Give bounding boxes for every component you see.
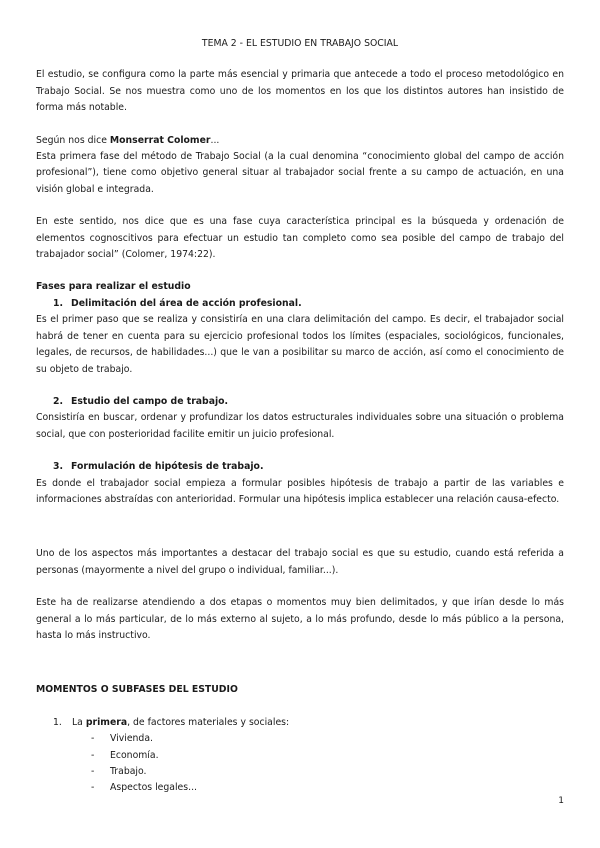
- list-item-label: Trabajo.: [110, 766, 147, 777]
- moments-item-1: [36, 715, 564, 731]
- phase-3: [36, 459, 564, 508]
- dash-bullet: -: [91, 782, 95, 794]
- phase-2: [36, 394, 564, 443]
- list-item: [91, 764, 564, 780]
- moments-bold: primera: [85, 716, 128, 728]
- document-page: [36, 36, 564, 797]
- page-number: 1: [558, 796, 564, 806]
- sense-paragraph: En este sentido, nos dice que es una fase cuya característica principal es la búsqueda y ordenación de elementos cognoscitivos para efectuar un estudio tan completo como sea posible del campo de trabajo del trabajador social” (Colomer, 1974:22).: [36, 216, 564, 261]
- phase-1-text: Es el primer paso que se realiza y consistiría en una clara delimitación del campo. Es decir, el trabajador social habrá de tener en cuenta para su ejercicio profesional todos los límites (espaciales, sociológicos, funcionales, legales, de recursos, de habilidades...) que le van a posibilitar su marco de acción, así como el conocimiento de su objeto de trabajo.: [36, 314, 564, 375]
- phase-3-number: 3.: [53, 461, 64, 473]
- phase-3-text: Es donde el trabajador social empieza a formular posibles hipótesis de trabajo a partir de las variables e informaciones abstraídas con anterioridad. Formular una hipótesis implica establecer una relación causa-efecto.: [36, 477, 564, 505]
- moments-title: MOMENTOS O SUBFASES DEL ESTUDIO: [36, 684, 238, 696]
- phase-1: [36, 296, 564, 378]
- phase-1-number: 1.: [53, 297, 64, 309]
- colomer-ellipsis: ...: [210, 134, 220, 146]
- list-item: [91, 748, 564, 764]
- phase-2-number: 2.: [53, 395, 64, 407]
- intro-paragraph: El estudio, se configura como la parte más esencial y primaria que antecede a todo el proceso metodológico en Trabajo Social. Se nos muestra como uno de los momentos en los que los distintos autores han insistido de forma más notable.: [36, 69, 564, 114]
- colomer-name: Monserrat Colomer: [109, 134, 211, 146]
- dash-bullet: -: [91, 766, 95, 777]
- list-item-label: Vivienda.: [110, 733, 153, 745]
- phase-2-title: Estudio del campo de trabajo.: [71, 395, 229, 407]
- list-item-label: Aspectos legales...: [110, 782, 197, 794]
- list-item-label: Economía.: [110, 749, 159, 761]
- moments-sublist: [36, 731, 564, 797]
- phase-1-title: Delimitación del área de acción profesional.: [71, 297, 302, 309]
- dash-bullet: -: [91, 733, 95, 745]
- colomer-lead: Según nos dice: [36, 134, 110, 146]
- colomer-block: [36, 133, 564, 199]
- phase-2-text: Consistiría en buscar, ordenar y profundizar los datos estructurales individuales sobre una situación o problema social, que con posterioridad facilite emitir un juicio profesional.: [36, 412, 564, 440]
- phase-3-title: Formulación de hipótesis de trabajo.: [71, 461, 264, 473]
- colomer-paragraph: Esta primera fase del método de Trabajo Social (a la cual denomina “conocimiento global del campo de acción profesional”), tiene como objetivo general situar al trabajador social frente a su campo de actuación, en una visión global e integrada.: [36, 151, 564, 195]
- moments-item-number: 1.: [53, 716, 62, 728]
- aspects-paragraph: Uno de los aspectos más importantes a destacar del trabajo social es que su estudio, cuando está referida a personas (mayormente a nivel del grupo o individual, familiar...).: [36, 548, 564, 576]
- colomer-lead-line: [36, 133, 564, 149]
- moments-pre: La: [72, 716, 86, 728]
- moments-post: , de factores materiales y sociales:: [127, 716, 290, 728]
- phases-title: Fases para realizar el estudio: [36, 281, 191, 293]
- list-item: [91, 731, 564, 747]
- list-item: [91, 780, 564, 796]
- dash-bullet: -: [91, 749, 95, 761]
- stages-paragraph: Este ha de realizarse atendiendo a dos etapas o momentos muy bien delimitados, y que irían desde lo más general a lo más particular, de lo más externo al sujeto, a lo más profundo, desde lo más público a la persona, hasta lo más instructivo.: [36, 597, 564, 641]
- page-title: TEMA 2 - EL ESTUDIO EN TRABAJO SOCIAL: [201, 38, 399, 49]
